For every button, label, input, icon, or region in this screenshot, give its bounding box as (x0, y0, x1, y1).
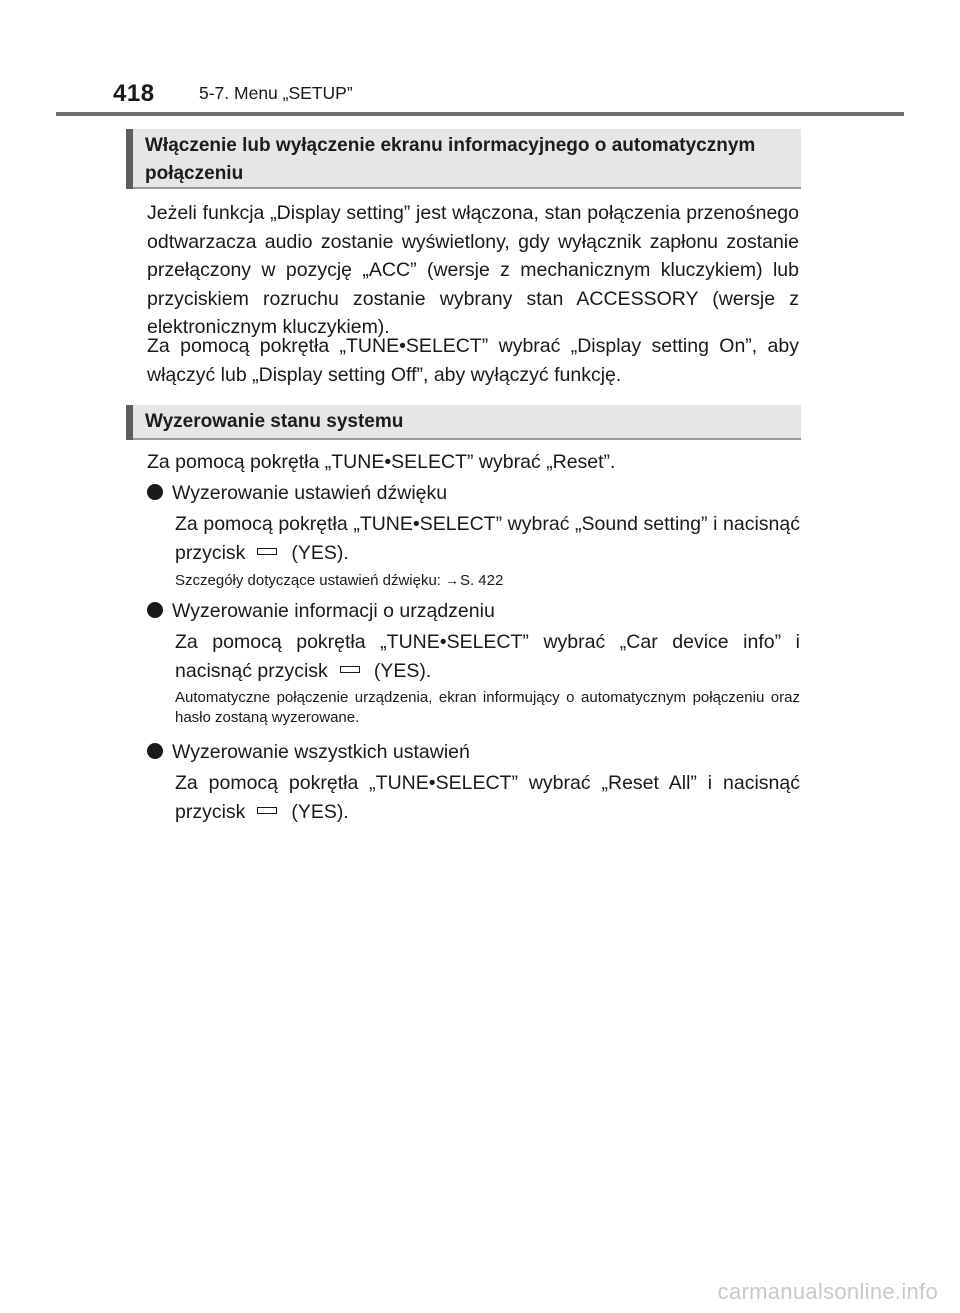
page-number: 418 (113, 80, 155, 107)
display-setting-instruction: Za pomocą pokrętła „TUNE•SELECT” wybrać „Display setting On”, aby włączyć lub „Display setting Off”, aby wyłączyć funkcję. (147, 335, 799, 386)
instruction-text: Za pomocą pokrętła „TUNE•SELECT” wybrać „Sound setting” i nacisnąć przycisk (175, 513, 800, 564)
instruction-text: Za pomocą pokrętła „TUNE•SELECT” wybrać „Reset All” i nacisnąć przycisk (175, 772, 800, 823)
note-text: Szczegóły dotyczące ustawień dźwięku: (175, 572, 441, 589)
list-item-heading (147, 738, 470, 766)
section-header-reset (126, 405, 801, 440)
list-item-text (175, 769, 800, 826)
header-rule (56, 112, 904, 116)
reset-intro: Za pomocą pokrętła „TUNE•SELECT” wybrać „Reset”. (147, 451, 616, 473)
page-reference[interactable]: S. 422 (459, 572, 504, 589)
list-item-heading (147, 479, 447, 507)
section-title-line1: Włączenie lub wyłączenie ekranu informacyjnego o automatycznym (145, 135, 756, 156)
button-label: (YES). (291, 541, 349, 564)
list-item-note: Automatyczne połączenie urządzenia, ekran informujący o automatycznym połączeniu oraz hasło zostaną wyzerowane. (175, 689, 800, 726)
blank-button-icon (340, 666, 360, 673)
blank-button-icon (257, 548, 277, 555)
list-item-title: Wyzerowanie wszystkich ustawień (172, 741, 470, 763)
section-header-bar (126, 129, 133, 189)
instruction-text: Za pomocą pokrętła „TUNE•SELECT” wybrać „Car device info” i nacisnąć przycisk (175, 631, 800, 682)
running-header: 5-7. Menu „SETUP” (199, 83, 353, 103)
list-item-text (175, 628, 800, 685)
bullet-icon (147, 602, 163, 618)
section-header-display-info (126, 129, 801, 189)
blank-button-icon (257, 807, 277, 814)
bullet-icon (147, 484, 163, 500)
list-item-title: Wyzerowanie informacji o urządzeniu (172, 600, 495, 622)
section-title (145, 132, 795, 188)
list-item-title: Wyzerowanie ustawień dźwięku (172, 482, 448, 504)
display-setting-paragraph: Jeżeli funkcja „Display setting” jest włączona, stan połączenia przenośnego odtwarzacza audio zostanie wyświetlony, gdy wyłącznik zapłonu zostanie przełączony w pozycję „ACC” (wersje z mechanicznym kluczykiem) lub przyciskiem rozruchu zostanie wybrany stan ACCESSORY (wersje z elektronicznym kluczykiem). (147, 202, 799, 338)
right-arrow-icon: → (444, 572, 459, 588)
section-title-line2: połączeniu (145, 163, 244, 184)
button-label: (YES). (291, 800, 349, 823)
button-label: (YES). (373, 659, 432, 682)
watermark-text: carmanualsonline.info (717, 1279, 938, 1304)
section-title: Wyzerowanie stanu systemu (145, 411, 404, 432)
section-header-bar (126, 405, 133, 440)
list-item-note (175, 570, 800, 591)
list-item-text (175, 510, 800, 567)
bullet-icon (147, 743, 163, 759)
list-item-heading (147, 597, 495, 625)
